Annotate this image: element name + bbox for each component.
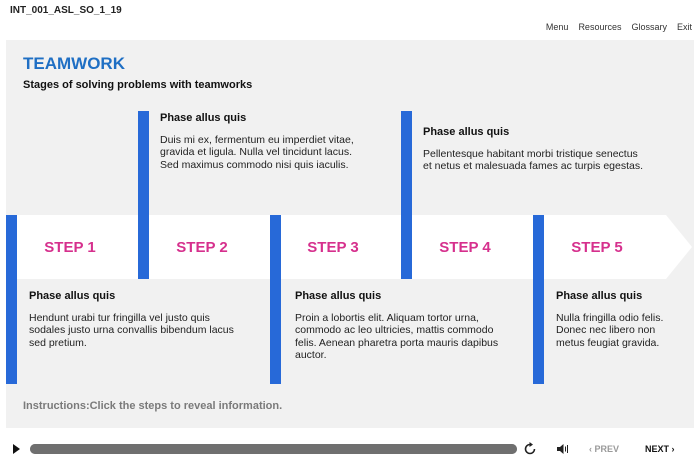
glossary-link[interactable]: Glossary (631, 22, 667, 32)
step-1-text: Hendunt urabi tur fringilla vel justo quis sodales justo urna convallis bibendum lacus sed pretium. (29, 311, 234, 349)
player-controls (0, 436, 700, 462)
step-4-heading: Phase allus quis (423, 126, 510, 138)
step-3-heading: Phase allus quis (295, 290, 382, 302)
step-2-button[interactable]: STEP 2 (176, 238, 228, 256)
slide-subtitle: Stages of solving problems with teamworks (23, 79, 253, 91)
progress-bar[interactable] (30, 444, 517, 454)
slide-panel (6, 40, 694, 428)
step-2-info (160, 112, 370, 171)
step-1-button[interactable]: STEP 1 (44, 238, 96, 256)
instructions-text: Instructions:Click the steps to reveal information. (23, 400, 283, 412)
play-icon[interactable] (13, 444, 20, 454)
volume-icon[interactable] (557, 443, 569, 455)
step-2-heading: Phase allus quis (160, 112, 247, 124)
top-navigation (546, 22, 692, 32)
step-5-text: Nulla fringilla odio felis. Donec nec libero non metus feugiat gravida. (556, 311, 664, 349)
step-4-info (423, 126, 648, 173)
resources-link[interactable]: Resources (578, 22, 622, 32)
step-4-text: Pellentesque habitant morbi tristique senectus et netus et malesuada fames ac turpis egestas. (423, 147, 644, 172)
step-3-button[interactable]: STEP 3 (307, 238, 359, 256)
step-5-heading: Phase allus quis (556, 290, 643, 302)
step-3-info (295, 290, 510, 362)
slide-title: TEAMWORK (23, 54, 125, 73)
menu-link[interactable]: Menu (545, 22, 569, 32)
step-5-button[interactable]: STEP 5 (571, 238, 623, 256)
progress-fill (30, 444, 517, 454)
step-3-text: Proin a lobortis elit. Aliquam tortor urna, commodo ac leo ultricies, mattis commodo felis. Aenean pharetra porta mauris dapibus auctor. (295, 311, 499, 361)
step-4-button[interactable]: STEP 4 (439, 238, 491, 256)
step-5-info (556, 290, 684, 349)
prev-button[interactable]: ‹ PREV (589, 444, 620, 454)
course-id: INT_001_ASL_SO_1_19 (10, 5, 122, 16)
step-1-heading: Phase allus quis (29, 290, 116, 302)
exit-link[interactable]: Exit (676, 22, 692, 32)
step-1-info (29, 290, 244, 349)
replay-icon[interactable] (523, 442, 537, 456)
step-2-text: Duis mi ex, fermentum eu imperdiet vitae, gravida et ligula. Nulla vel tincidunt lacus. Sed maximus commodo nisi quis iaculis. (160, 133, 354, 171)
next-button[interactable]: NEXT › (645, 444, 675, 454)
